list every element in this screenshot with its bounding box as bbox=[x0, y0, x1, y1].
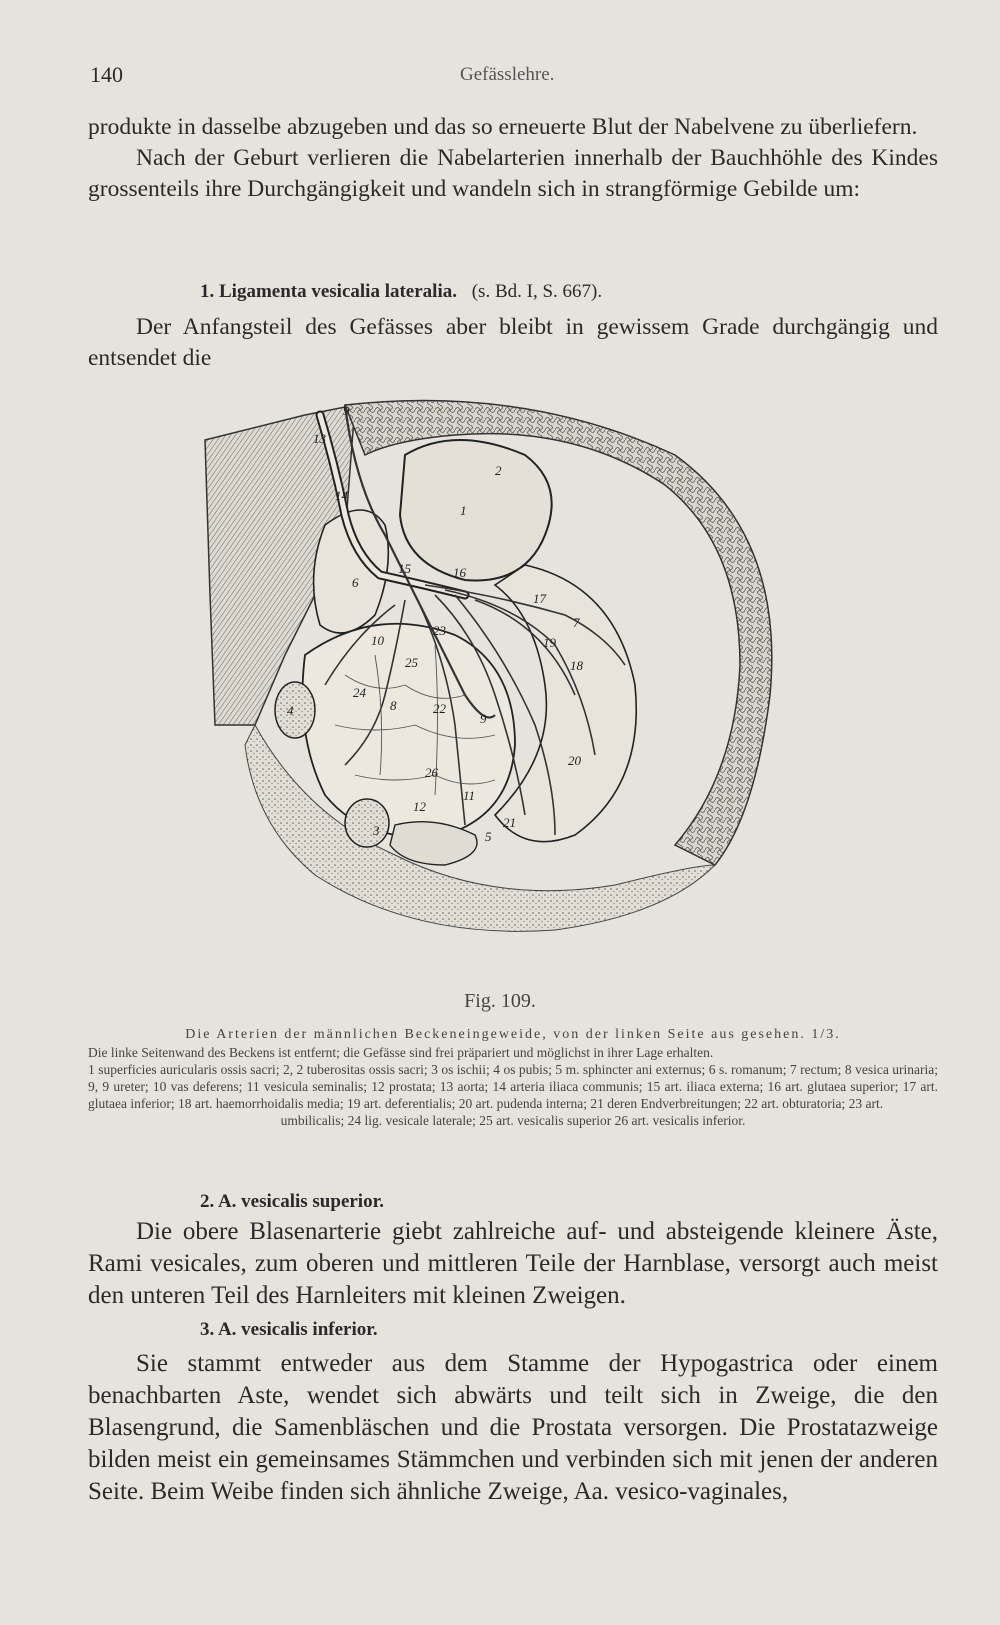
fig-label-6: 6 bbox=[352, 575, 359, 590]
fig-label-12: 12 bbox=[413, 799, 426, 814]
fig-label-3: 3 bbox=[373, 823, 380, 838]
ischium bbox=[345, 799, 389, 847]
list-item-vesicalis-superior bbox=[200, 1190, 384, 1214]
paragraph-vesicalis-inferior: Sie stammt entweder aus dem Stamme der Hypogastrica oder einem benachbarten Aste, wendet sich abwärts und teilt sich in Zweige, die den Blasengrund, die Samenbläschen und die Prostata versorgen. Die Prostatazweige bilden meist ein gemeinsames Stämmchen und verbinden sich mit jenen der anderen Seite. Beim Weibe finden sich ähnliche Zweige, Aa. vesico-vaginales, bbox=[88, 1350, 938, 1505]
pubic-bone bbox=[275, 682, 315, 738]
anatomical-figure bbox=[195, 395, 805, 955]
figure-caption-line: Die linke Seitenwand des Beckens ist entfernt; die Gefässe sind frei präpariert und möglichst in ihrer Lage erhalten. bbox=[88, 1045, 714, 1060]
paragraph-continuation: produkte in dasselbe abzugeben und das so erneuerte Blut der Nabelvene zu überliefern. bbox=[88, 114, 918, 140]
figure-caption-body bbox=[88, 1044, 938, 1129]
fig-label-9a: 9 bbox=[343, 403, 350, 418]
figure-caption-last: umbilicalis; 24 lig. vesicale laterale; 25 art. vesicalis superior 26 art. vesicalis inferior. bbox=[280, 1113, 746, 1128]
fig-label-25: 25 bbox=[405, 655, 418, 670]
list-item-vesicalis-superior-title: 2. A. vesicalis superior. bbox=[200, 1191, 385, 1212]
list-item-ligamenta bbox=[200, 280, 602, 304]
figure-caption-title: Die Arterien der männlichen Beckeneingeweide, von der linken Seite aus gesehen. 1/3. bbox=[185, 1027, 841, 1042]
paragraph-intro bbox=[88, 112, 938, 205]
fig-label-26: 26 bbox=[425, 765, 438, 780]
list-item-vesicalis-inferior bbox=[200, 1318, 378, 1342]
fig-label-8: 8 bbox=[390, 698, 397, 713]
fig-label-15: 15 bbox=[398, 561, 411, 576]
fig-label-7: 7 bbox=[573, 615, 580, 630]
page-number: 140 bbox=[90, 62, 123, 87]
rectum bbox=[495, 565, 636, 842]
figure-caption-legend: 1 superficies auricularis ossis sacri; 2, 2 tuberositas ossis sacri; 3 os ischii; 4 os pubis; 5 m. sphincter ani externus; 6 s. romanum; 7 rectum; 8 vesica urinaria; 9, 9 ureter; 10 vas deferens; 11 vesicula seminalis; 12 prostata; 13 aorta; 14 arteria iliaca communis; 15 art. iliaca externa; 16 art. glutaea superior; 17 art. glutaea inferior; 18 art. haemorrhoidalis media; 19 art. deferentialis; 20 art. pudenda interna; 21 deren Endverbreitungen; 22 art. obturatoria; 23 art. bbox=[88, 1062, 938, 1111]
fig-label-24: 24 bbox=[353, 685, 366, 700]
list-item-ligamenta-ref: (s. Bd. I, S. 667). bbox=[471, 281, 603, 302]
paragraph-birth: Nach der Geburt verlieren die Nabelarterien innerhalb der Bauchhöhle des Kindes grossenteils ihre Durchgängigkeit und wandeln sich in strangförmige Gebilde um: bbox=[88, 145, 938, 202]
fig-label-19: 19 bbox=[543, 635, 556, 650]
page-header bbox=[90, 62, 930, 92]
sacrum-block bbox=[400, 440, 552, 580]
paragraph-anfangsteil: Der Anfangsteil des Gefässes aber bleibt in gewissem Grade durchgängig und entsendet die bbox=[88, 314, 938, 371]
fig-label-1: 1 bbox=[460, 503, 467, 518]
fig-label-5: 5 bbox=[485, 829, 492, 844]
figure-label: Fig. 109. bbox=[464, 990, 536, 1012]
fig-label-14: 14 bbox=[335, 488, 348, 503]
fig-label-20: 20 bbox=[568, 753, 581, 768]
fig-label-11: 11 bbox=[463, 788, 476, 803]
list-item-vesicalis-inferior-title: 3. A. vesicalis inferior. bbox=[200, 1319, 378, 1340]
fig-label-13: 13 bbox=[313, 431, 326, 446]
fig-label-4: 4 bbox=[287, 703, 294, 718]
fig-label-9b: 9 bbox=[480, 711, 487, 726]
running-head: Gefässlehre. bbox=[460, 64, 555, 85]
fig-label-16: 16 bbox=[453, 565, 466, 580]
fig-label-17: 17 bbox=[533, 591, 546, 606]
fig-label-21: 21 bbox=[503, 815, 516, 830]
fig-label-10: 10 bbox=[371, 633, 384, 648]
paragraph-vesicalis-superior: Die obere Blasenarterie giebt zahlreiche auf- und absteigende kleinere Äste, Rami vesicales, zum oberen und mittleren Teile der Harnblase, versorgt auch meist den unteren Teil des Harnleiters mit kleinen Zweigen. bbox=[88, 1218, 938, 1309]
fig-label-18: 18 bbox=[570, 658, 583, 673]
list-item-ligamenta-title: 1. Ligamenta vesicalia lateralia. bbox=[200, 281, 457, 302]
fig-label-2: 2 bbox=[495, 463, 502, 478]
fig-label-23: 23 bbox=[433, 623, 446, 638]
fig-label-22: 22 bbox=[433, 701, 446, 716]
